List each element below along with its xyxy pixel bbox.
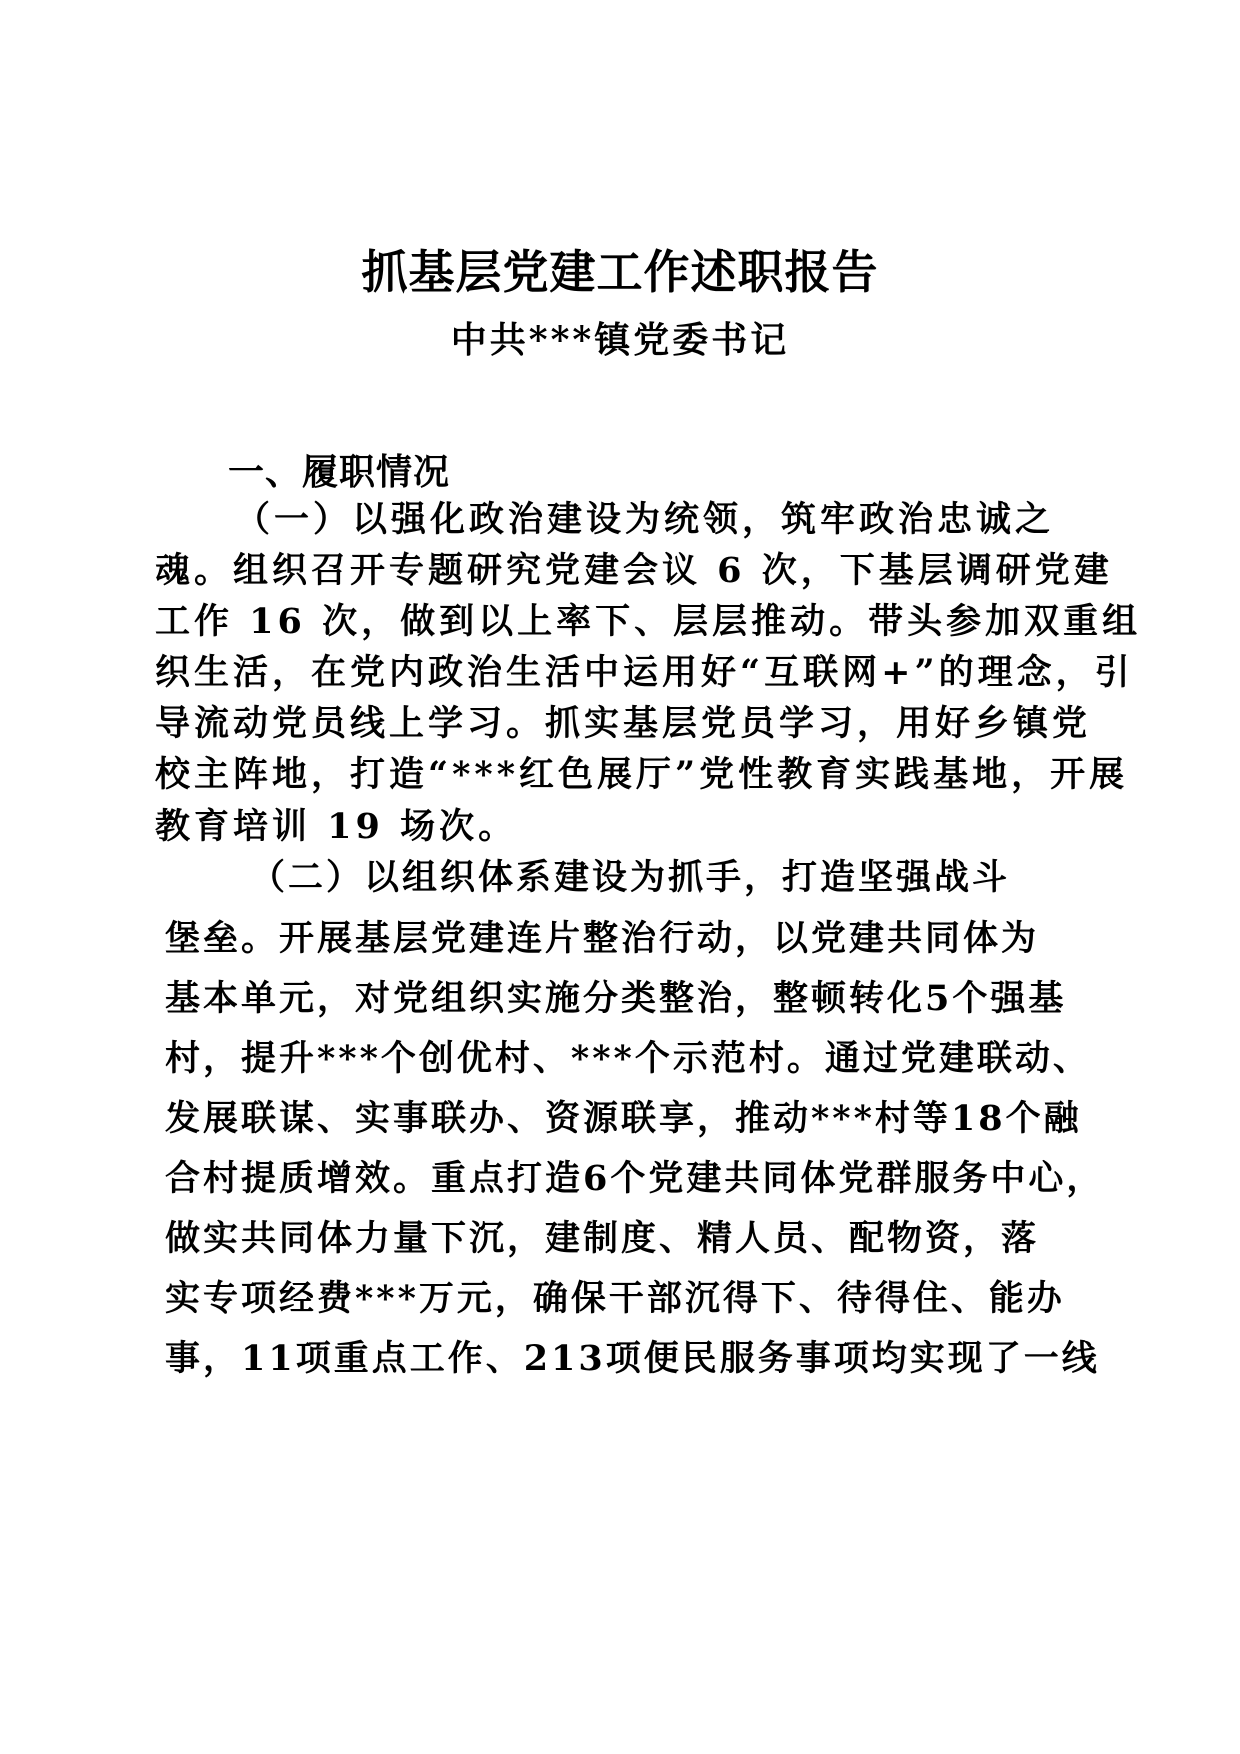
paragraph-2-line: 堡垒。开展基层党建连片整治行动，以党建共同体为 <box>165 918 1040 959</box>
paragraph-1-line: 工作 16 次，做到以上率下、层层推动。带头参加双重组 <box>155 601 1142 642</box>
paragraph-2-line: （二）以组织体系建设为抓手，打造坚强战斗 <box>250 857 1011 898</box>
paragraph-2-line: 做实共同体力量下沉，建制度、精人员、配物资，落 <box>165 1218 1040 1259</box>
paragraph-2-line: 基本单元，对党组织实施分类整治，整顿转化5个强基 <box>165 978 1067 1019</box>
paragraph-2-line: 发展联谋、实事联办、资源联享，推动***村等18个融 <box>165 1098 1082 1139</box>
document-title: 抓基层党建工作述职报告 <box>361 245 879 299</box>
section-heading: 一、履职情况 <box>228 451 451 493</box>
paragraph-1-line: 导流动党员线上学习。抓实基层党员学习，用好乡镇党 <box>155 703 1092 744</box>
paragraph-1-line: （一）以强化政治建设为统领，筑牢政治忠诚之 <box>235 499 1055 540</box>
paragraph-1-line: 魂。组织召开专题研究党建会议 6 次，下基层调研党建 <box>155 550 1113 591</box>
paragraph-1-line: 校主阵地，打造“***红色展厅”党性教育实践基地，开展 <box>155 754 1129 795</box>
paragraph-2-line: 实专项经费***万元，确保干部沉得下、待得住、能办 <box>165 1278 1065 1319</box>
paragraph-2-line: 事，11项重点工作、213项便民服务事项均实现了一线 <box>165 1338 1100 1379</box>
document-subtitle: 中共***镇党委书记 <box>450 319 790 361</box>
paragraph-1-line: 织生活，在党内政治生活中运用好“互联网+”的理念，引 <box>155 652 1134 693</box>
paragraph-2-line: 村，提升***个创优村、***个示范村。通过党建联动、 <box>165 1038 1091 1079</box>
paragraph-1-line: 教育培训 19 场次。 <box>155 806 518 847</box>
paragraph-2-line: 合村提质增效。重点打造6个党建共同体党群服务中心， <box>165 1158 1105 1199</box>
